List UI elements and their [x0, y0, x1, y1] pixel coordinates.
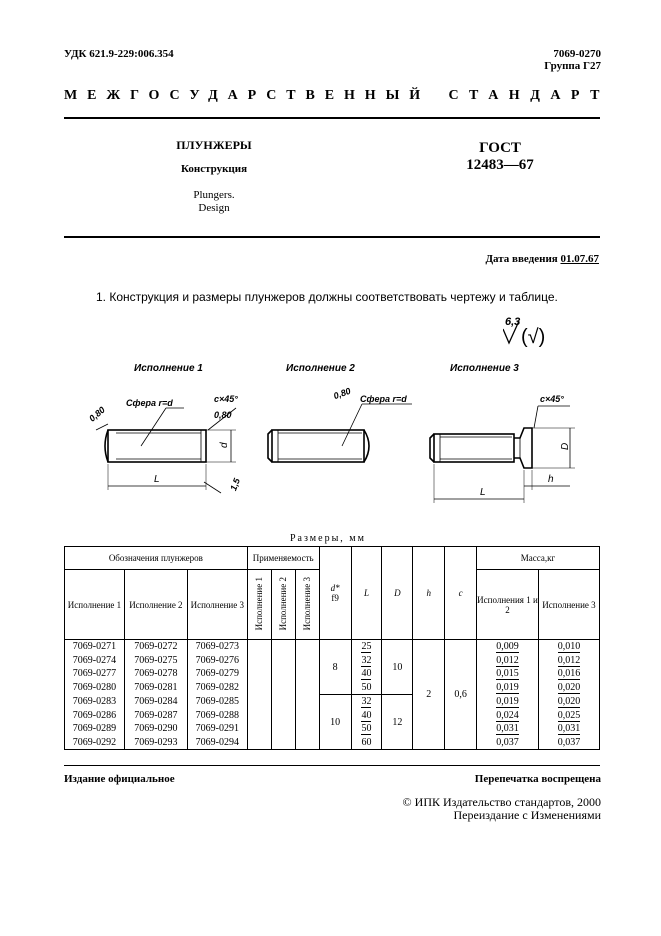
cell-app — [271, 654, 295, 668]
v1-sphere: Сфера r=d — [126, 398, 173, 408]
th-mass3: Исполнение 3 — [538, 570, 599, 640]
cell-m3-value: 0,016 — [557, 668, 581, 680]
cell-v1: 7069-0292 — [65, 736, 125, 750]
reprint-prohibited: Перепечатка воспрещена — [474, 773, 601, 785]
cell-v2: 7069-0284 — [124, 695, 187, 709]
cell-app — [295, 667, 319, 681]
roughness-value: 6,3 — [505, 316, 521, 328]
cell-v1: 7069-0277 — [65, 667, 125, 681]
cell-v1: 7069-0289 — [65, 722, 125, 736]
cell-m3 — [538, 695, 599, 709]
cell-v3: 7069-0288 — [187, 709, 247, 723]
title-block — [64, 138, 364, 215]
cell-m3-value: 0,037 — [557, 736, 581, 748]
cell-m12-value: 0,024 — [496, 709, 519, 721]
v1-extra: 1,5 — [228, 476, 242, 493]
drawing-version-2 — [262, 358, 422, 478]
cell-v3: 7069-0276 — [187, 654, 247, 668]
roughness-rest: (√) — [521, 326, 546, 348]
th-designation: Обозначения плунжеров — [65, 547, 248, 570]
th-app1 — [247, 570, 271, 640]
th-app3-label: Исполнение 3 — [302, 576, 313, 631]
gost-number: 12483—67 — [466, 157, 534, 173]
cell-m3 — [538, 722, 599, 736]
cell-D: 12 — [382, 695, 413, 750]
cell-L — [351, 654, 382, 668]
cell-m3-value: 0,012 — [557, 654, 581, 666]
v1-c: c×45° — [214, 394, 238, 404]
title-en — [64, 189, 364, 215]
v3-label: Исполнение 3 — [450, 363, 519, 374]
cell-L-value: 32 — [361, 654, 372, 666]
v3-L: L — [480, 487, 486, 498]
th-D: D — [382, 547, 413, 640]
standard-heading — [64, 88, 610, 104]
cell-v3: 7069-0294 — [187, 736, 247, 750]
code-number: 7069-0270 — [553, 48, 601, 60]
cell-app — [295, 640, 319, 654]
cell-m12 — [477, 695, 539, 709]
cell-v1: 7069-0271 — [65, 640, 125, 654]
th-v2: Исполнение 2 — [124, 570, 187, 640]
cell-L — [351, 709, 382, 723]
cell-m3-value: 0,031 — [557, 723, 581, 735]
v1-chamfer1: 0,80 — [87, 404, 107, 424]
official-edition: Издание официальное — [64, 773, 175, 785]
cell-m12 — [477, 722, 539, 736]
cell-m12-value: 0,012 — [496, 654, 519, 666]
date-label: Дата введения — [485, 253, 558, 265]
cell-m12-value: 0,009 — [496, 641, 519, 653]
th-d-fit: f9 — [331, 593, 339, 603]
cell-v2: 7069-0278 — [124, 667, 187, 681]
cell-v2: 7069-0287 — [124, 709, 187, 723]
cell-L — [351, 722, 382, 736]
cell-m3-value: 0,025 — [557, 709, 581, 721]
cell-m3 — [538, 681, 599, 695]
cell-app — [271, 681, 295, 695]
cell-d: 10 — [319, 695, 351, 750]
copyright-block — [403, 796, 601, 822]
cell-L-value: 60 — [361, 736, 372, 748]
th-app2-label: Исполнение 2 — [278, 576, 289, 631]
subtitle-ru: Конструкция — [180, 163, 248, 175]
top-rule — [64, 117, 600, 119]
v3-c: c×45° — [540, 394, 564, 404]
cell-v2: 7069-0281 — [124, 681, 187, 695]
cell-m3-value: 0,020 — [557, 696, 581, 707]
cell-m3 — [538, 667, 599, 681]
cell-m12-value: 0,019 — [496, 696, 519, 707]
cell-v1: 7069-0283 — [65, 695, 125, 709]
cell-app — [271, 640, 295, 654]
cell-m3-value: 0,010 — [557, 641, 581, 653]
v1-L: L — [154, 474, 160, 485]
cell-v2: 7069-0293 — [124, 736, 187, 750]
cell-v1: 7069-0274 — [65, 654, 125, 668]
th-app2 — [271, 570, 295, 640]
dimensions-table — [64, 546, 600, 750]
roughness-symbol — [503, 313, 563, 353]
v2-body — [272, 430, 364, 462]
cell-m12 — [477, 709, 539, 723]
cell-app — [247, 722, 271, 736]
title-ru: ПЛУНЖЕРЫ — [176, 138, 252, 152]
cell-v3: 7069-0282 — [187, 681, 247, 695]
th-v3: Исполнение 3 — [187, 570, 247, 640]
cell-v3: 7069-0273 — [187, 640, 247, 654]
cell-m3 — [538, 654, 599, 668]
cell-v1: 7069-0280 — [65, 681, 125, 695]
v1-chamfer2: 0,80 — [214, 410, 232, 420]
cell-m12-value: 0,019 — [496, 682, 519, 693]
catalog-code — [544, 48, 601, 72]
th-L: L — [351, 547, 382, 640]
th-v1: Исполнение 1 — [65, 570, 125, 640]
cell-app — [247, 667, 271, 681]
cell-m3 — [538, 640, 599, 654]
gost-label: ГОСТ — [479, 140, 521, 156]
cell-m12 — [477, 681, 539, 695]
cell-v3: 7069-0291 — [187, 722, 247, 736]
date-value: 01.07.67 — [560, 253, 599, 265]
v2-sphere: Сфера r=d — [360, 394, 407, 404]
th-d-label: d* — [330, 583, 340, 593]
cell-app — [271, 736, 295, 750]
title-en-line1: Plungers. — [193, 189, 235, 201]
cell-L — [351, 736, 382, 750]
table-caption: Размеры, мм — [290, 533, 366, 544]
reissue: Переиздание с Изменениями — [453, 808, 601, 822]
v3-D: D — [560, 442, 571, 450]
cell-h: 2 — [413, 640, 445, 750]
cell-d: 8 — [319, 640, 351, 695]
cell-v2: 7069-0272 — [124, 640, 187, 654]
cell-m3 — [538, 709, 599, 723]
cell-L — [351, 681, 382, 695]
cell-L-value: 32 — [361, 696, 372, 708]
cell-app — [295, 736, 319, 750]
cell-D: 10 — [382, 640, 413, 695]
cell-app — [295, 695, 319, 709]
cell-app — [271, 709, 295, 723]
table-row — [65, 640, 600, 654]
v3-head — [514, 428, 532, 468]
cell-L — [351, 640, 382, 654]
cell-app — [247, 695, 271, 709]
drawing-version-3 — [420, 358, 600, 508]
cell-L — [351, 667, 382, 681]
v1-body — [108, 430, 206, 462]
th-h: h — [413, 547, 445, 640]
cell-m12-value: 0,031 — [496, 723, 519, 735]
v3-body — [434, 434, 514, 462]
standard-word-standard: СТАНДАРТ — [448, 88, 610, 103]
title-rule — [64, 236, 600, 238]
v2-chamfer: 0,80 — [332, 385, 353, 402]
cell-app — [295, 654, 319, 668]
th-d — [319, 547, 351, 640]
cell-app — [295, 681, 319, 695]
cell-m12 — [477, 640, 539, 654]
cell-L-value: 50 — [361, 681, 372, 693]
th-c: c — [445, 547, 477, 640]
drawing-version-1 — [86, 358, 256, 498]
th-mass12: Исполнения 1 и 2 — [477, 570, 539, 640]
th-application: Применяемость — [247, 547, 319, 570]
cell-app — [295, 722, 319, 736]
title-en-line2: Design — [198, 202, 230, 214]
th-app3 — [295, 570, 319, 640]
cell-app — [271, 722, 295, 736]
cell-app — [247, 709, 271, 723]
cell-v3: 7069-0279 — [187, 667, 247, 681]
cell-m12 — [477, 736, 539, 750]
cell-app — [247, 640, 271, 654]
group-label: Группа Г27 — [544, 60, 601, 72]
footer-rule — [64, 765, 600, 766]
cell-L — [351, 695, 382, 709]
standard-word-interstate: МЕЖГОСУДАРСТВЕННЫЙ — [64, 88, 431, 103]
cell-v2: 7069-0290 — [124, 722, 187, 736]
cell-L-value: 40 — [361, 709, 372, 721]
cell-c: 0,6 — [445, 640, 477, 750]
cell-app — [247, 681, 271, 695]
cell-app — [271, 695, 295, 709]
cell-m3-value: 0,020 — [557, 682, 581, 693]
v1-label: Исполнение 1 — [134, 363, 203, 374]
th-mass: Масса,кг — [477, 547, 600, 570]
cell-L-value: 25 — [361, 641, 372, 653]
cell-app — [271, 667, 295, 681]
v1-d: d — [219, 442, 230, 448]
cell-v3: 7069-0285 — [187, 695, 247, 709]
v3-h: h — [548, 474, 554, 485]
th-app1-label: Исполнение 1 — [254, 576, 265, 631]
paragraph-1: 1. Конструкция и размеры плунжеров должны соответствовать чертежу и таблице. — [96, 290, 558, 304]
cell-m3 — [538, 736, 599, 750]
table-row — [65, 695, 600, 709]
cell-L-value: 50 — [361, 723, 372, 735]
cell-app — [295, 709, 319, 723]
cell-v2: 7069-0275 — [124, 654, 187, 668]
cell-v1: 7069-0286 — [65, 709, 125, 723]
cell-L-value: 40 — [361, 668, 372, 680]
cell-m12 — [477, 667, 539, 681]
cell-m12-value: 0,015 — [496, 668, 519, 680]
v2-label: Исполнение 2 — [286, 363, 355, 374]
cell-app — [247, 654, 271, 668]
udk-code: УДК 621.9-229:006.354 — [64, 48, 174, 60]
cell-m12 — [477, 654, 539, 668]
gost-block — [440, 140, 560, 174]
cell-app — [247, 736, 271, 750]
copyright: © ИПК Издательство стандартов, 2000 — [402, 795, 601, 809]
effective-date — [485, 253, 599, 265]
cell-m12-value: 0,037 — [496, 736, 519, 748]
